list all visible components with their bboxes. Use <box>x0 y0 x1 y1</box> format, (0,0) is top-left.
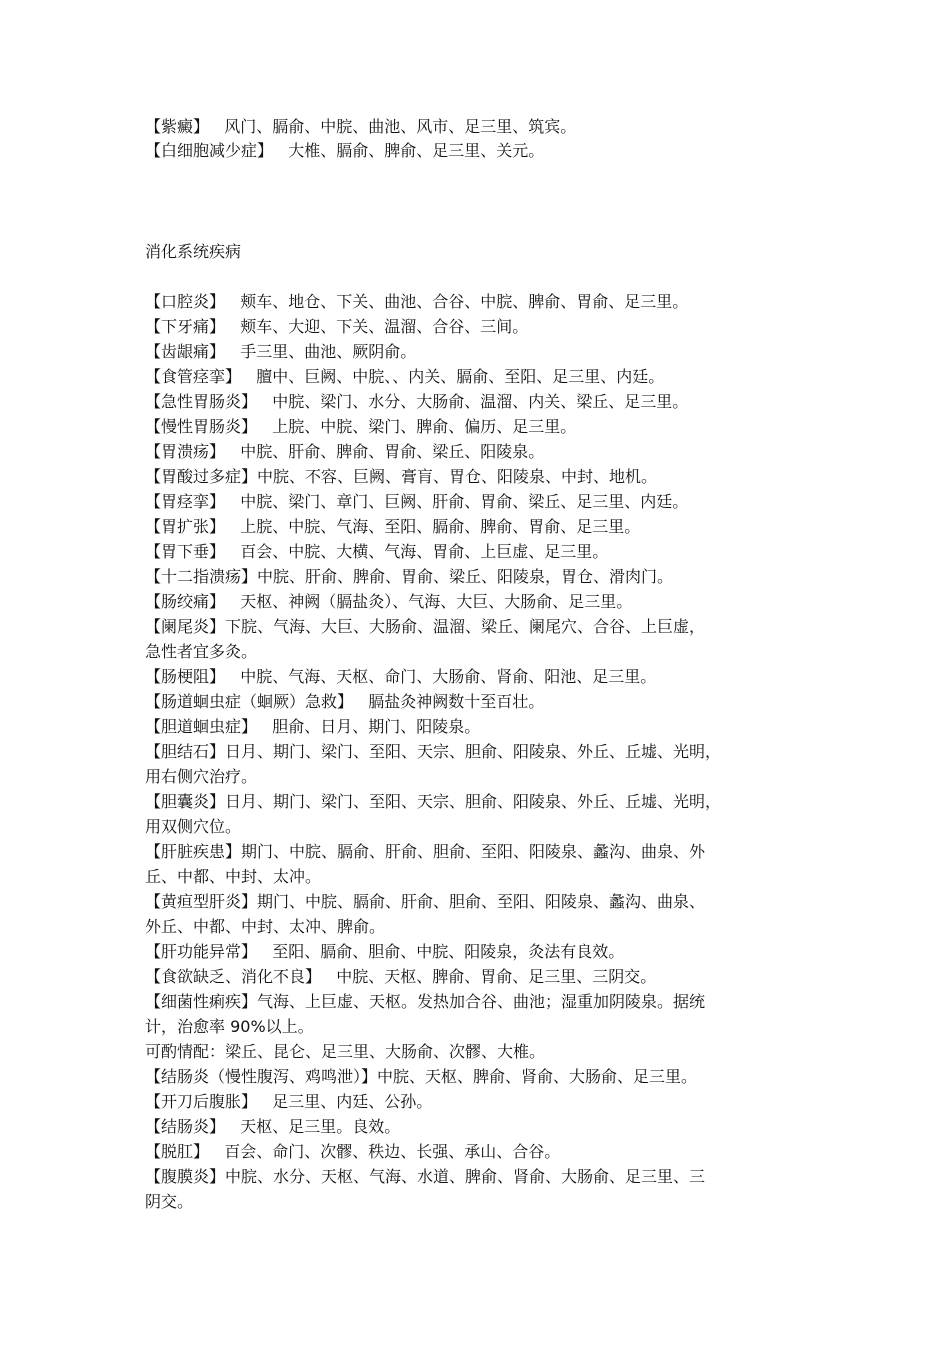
digestive-disease-entries <box>145 289 795 1214</box>
text-line: 可酌情配：梁丘、昆仑、足三里、大肠俞、次髎、大椎。 <box>145 1042 546 1061</box>
blood-disease-entries <box>145 115 795 163</box>
text-line: 阴交。 <box>145 1192 194 1211</box>
text-line: 用右侧穴治疗。 <box>145 767 258 786</box>
section-title: 消化系统疾病 <box>145 242 242 261</box>
text-line: 【胃痉挛】 中脘、梁门、章门、巨阙、肝俞、胃俞、梁丘、足三里、内廷。 <box>145 492 689 511</box>
text-line: 【肠道蛔虫症（蛔厥）急救】 膈盐灸神阙数十至百壮。 <box>145 692 545 711</box>
text-line: 【胆结石】日月、期门、梁门、至阳、天宗、胆俞、阳陵泉、外丘、丘墟、光明， <box>145 742 722 761</box>
entry-leukopenia: 【白细胞减少症】 大椎、膈俞、脾俞、足三里、关元。 <box>145 141 545 160</box>
text-line: 外丘、中都、中封、太冲、脾俞。 <box>145 917 386 936</box>
text-line: 【食管痉挛】 膻中、巨阙、中脘、、内关、膈俞、至阳、足三里、内廷。 <box>145 367 665 386</box>
text-line: 【齿龈痛】 手三里、曲池、厥阴俞。 <box>145 342 417 361</box>
text-line: 【阑尾炎】下脘、气海、大巨、大肠俞、温溜、梁丘、阑尾穴、合谷、上巨虚， <box>145 617 706 636</box>
text-line: 【脱肛】 百会、命门、次髎、秩边、长强、承山、合谷。 <box>145 1142 561 1161</box>
entry-purpura: 【紫癜】 风门、膈俞、中脘、曲池、风市、足三里、筑宾。 <box>145 117 577 136</box>
text-line: 【下牙痛】 颊车、大迎、下关、温溜、合谷、三间。 <box>145 317 529 336</box>
text-line: 【结肠炎】 天枢、足三里。良效。 <box>145 1117 401 1136</box>
text-line: 【肝脏疾患】期门、中脘、膈俞、肝俞、胆俞、至阳、阳陵泉、蠡沟、曲泉、外 <box>145 842 706 861</box>
text-line: 【急性胃肠炎】 中脘、梁门、水分、大肠俞、温溜、内关、梁丘、足三里。 <box>145 392 689 411</box>
text-line: 【十二指溃疡】中脘、肝俞、脾俞、胃俞、梁丘、阳陵泉，胃仓、滑肉门。 <box>145 567 674 586</box>
text-line: 【肠绞痛】 天枢、神阙（膈盐灸）、气海、大巨、大肠俞、足三里。 <box>145 592 633 611</box>
text-line: 【慢性胃肠炎】 上脘、中脘、梁门、脾俞、偏历、足三里。 <box>145 417 577 436</box>
text-line: 【肠梗阻】 中脘、气海、天枢、命门、大肠俞、肾俞、阳池、足三里。 <box>145 667 657 686</box>
text-line: 【胆囊炎】日月、期门、梁门、至阳、天宗、胆俞、阳陵泉、外丘、丘墟、光明， <box>145 792 722 811</box>
text-line: 【结肠炎（慢性腹泻、鸡鸣泄）】中脘、天枢、脾俞、肾俞、大肠俞、足三里。 <box>145 1067 698 1086</box>
text-line: 【胃下垂】 百会、中脘、大横、气海、胃俞、上巨虚、足三里。 <box>145 542 609 561</box>
text-line: 计，治愈率 90%以上。 <box>145 1017 314 1036</box>
text-line: 急性者宜多灸。 <box>145 642 258 661</box>
text-line: 【开刀后腹胀】 足三里、内廷、公孙。 <box>145 1092 433 1111</box>
text-line: 【细菌性痢疾】气海、上巨虚、天枢。发热加合谷、曲池；湿重加阴陵泉。据统 <box>145 992 706 1011</box>
text-line: 【黄疸型肝炎】期门、中脘、膈俞、肝俞、胆俞、至阳、阳陵泉、蠡沟、曲泉、 <box>145 892 706 911</box>
text-line: 【胃扩张】 上脘、中脘、气海、至阳、膈俞、脾俞、胃俞、足三里。 <box>145 517 641 536</box>
text-line: 【胃溃疡】 中脘、肝俞、脾俞、胃俞、梁丘、阳陵泉。 <box>145 442 545 461</box>
text-line: 【腹膜炎】中脘、水分、天枢、气海、水道、脾俞、肾俞、大肠俞、足三里、三 <box>145 1167 706 1186</box>
text-line: 【口腔炎】 颊车、地仓、下关、曲池、合谷、中脘、脾俞、胃俞、足三里。 <box>145 292 689 311</box>
text-line: 【胆道蛔虫症】 胆俞、日月、期门、阳陵泉。 <box>145 717 481 736</box>
text-line: 【肝功能异常】 至阳、膈俞、胆俞、中脘、阳陵泉，灸法有良效。 <box>145 942 625 961</box>
text-line: 丘、中都、中封、太冲。 <box>145 867 322 886</box>
text-line: 【胃酸过多症】中脘、不容、巨阙、膏肓、胃仓、阳陵泉、中封、地机。 <box>145 467 658 486</box>
text-line: 【食欲缺乏、消化不良】 中脘、天枢、脾俞、胃俞、足三里、三阴交。 <box>145 967 657 986</box>
text-line: 用双侧穴位。 <box>145 817 242 836</box>
